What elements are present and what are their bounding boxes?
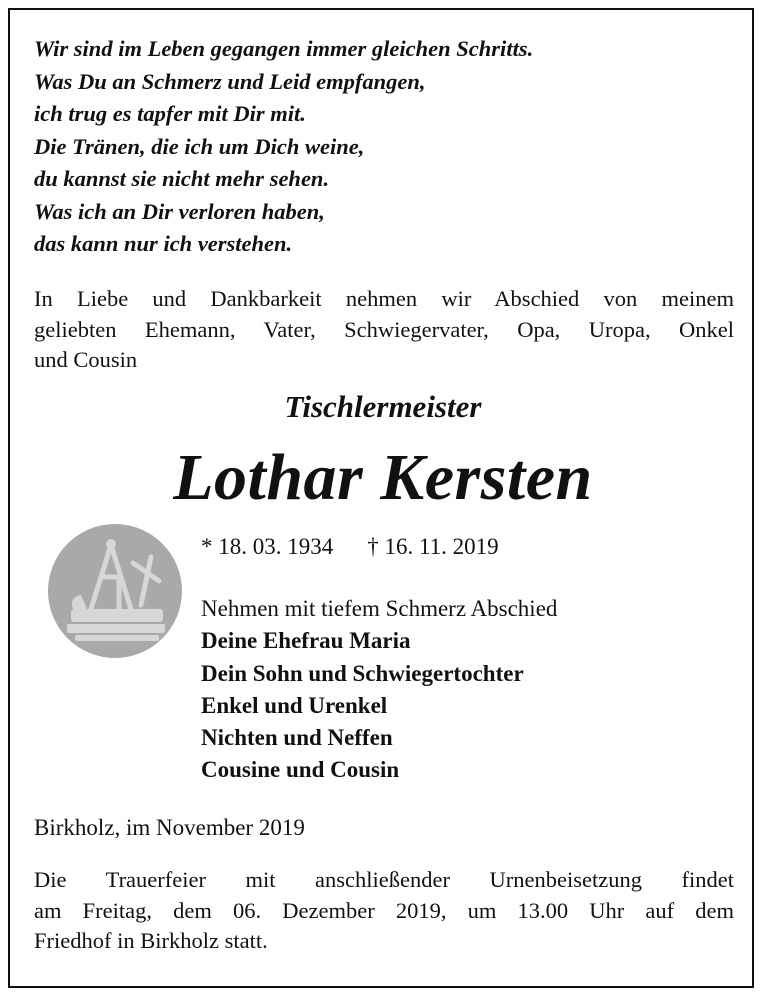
deceased-name: Lothar Kersten	[173, 441, 593, 514]
poem-line: Die Tränen, die ich um Dich weine,	[34, 133, 365, 159]
mourner-name: Deine Ehefrau Maria	[201, 628, 411, 654]
poem-line: Was Du an Schmerz und Leid empfangen,	[34, 68, 426, 94]
intro-line: und Cousin	[34, 347, 138, 372]
mourner-name: Enkel und Urenkel	[201, 692, 388, 718]
mourner-name: Nichten und Neffen	[201, 725, 393, 751]
memorial-poem	[34, 33, 734, 261]
mourner-name: Cousine und Cousin	[201, 757, 400, 783]
life-dates	[201, 531, 499, 563]
mourner-name: Dein Sohn und Schwiegertochter	[201, 660, 524, 686]
mourners-lead: Nehmen mit tiefem Schmerz Abschied	[201, 596, 558, 621]
intro-paragraph	[34, 284, 734, 376]
intro-line: geliebten Ehemann, Vater, Schwiegervater, Opa, Uropa, Onkel	[34, 316, 734, 342]
service-line: Die Trauerfeier mit anschließender Urnenbeisetzung findet	[34, 867, 734, 892]
service-line: am Freitag, dem 06. Dezember 2019, um 13.00 Uhr auf dem	[34, 897, 734, 923]
birth-date: * 18. 03. 1934	[201, 534, 334, 559]
service-notice	[34, 865, 734, 957]
intro-line: In Liebe und Dankbarkeit nehmen wir Abschied von meinem	[34, 286, 734, 311]
mourners-block	[201, 593, 557, 787]
service-line: Friedhof in Birkholz statt.	[34, 928, 268, 953]
poem-line: das kann nur ich verstehen.	[34, 231, 293, 256]
place-and-date: Birkholz, im November 2019	[34, 815, 305, 840]
death-date: † 16. 11. 2019	[367, 534, 499, 559]
poem-line: ich trug es tapfer mit Dir mit.	[34, 101, 306, 126]
carpenter-tools-icon	[47, 523, 183, 659]
poem-line: Was ich an Dir verloren haben,	[34, 198, 325, 224]
poem-line: du kannst sie nicht mehr sehen.	[34, 166, 330, 191]
poem-line: Wir sind im Leben gegangen immer gleichen Schritts.	[34, 36, 534, 61]
deceased-title: Tischlermeister	[284, 389, 482, 424]
